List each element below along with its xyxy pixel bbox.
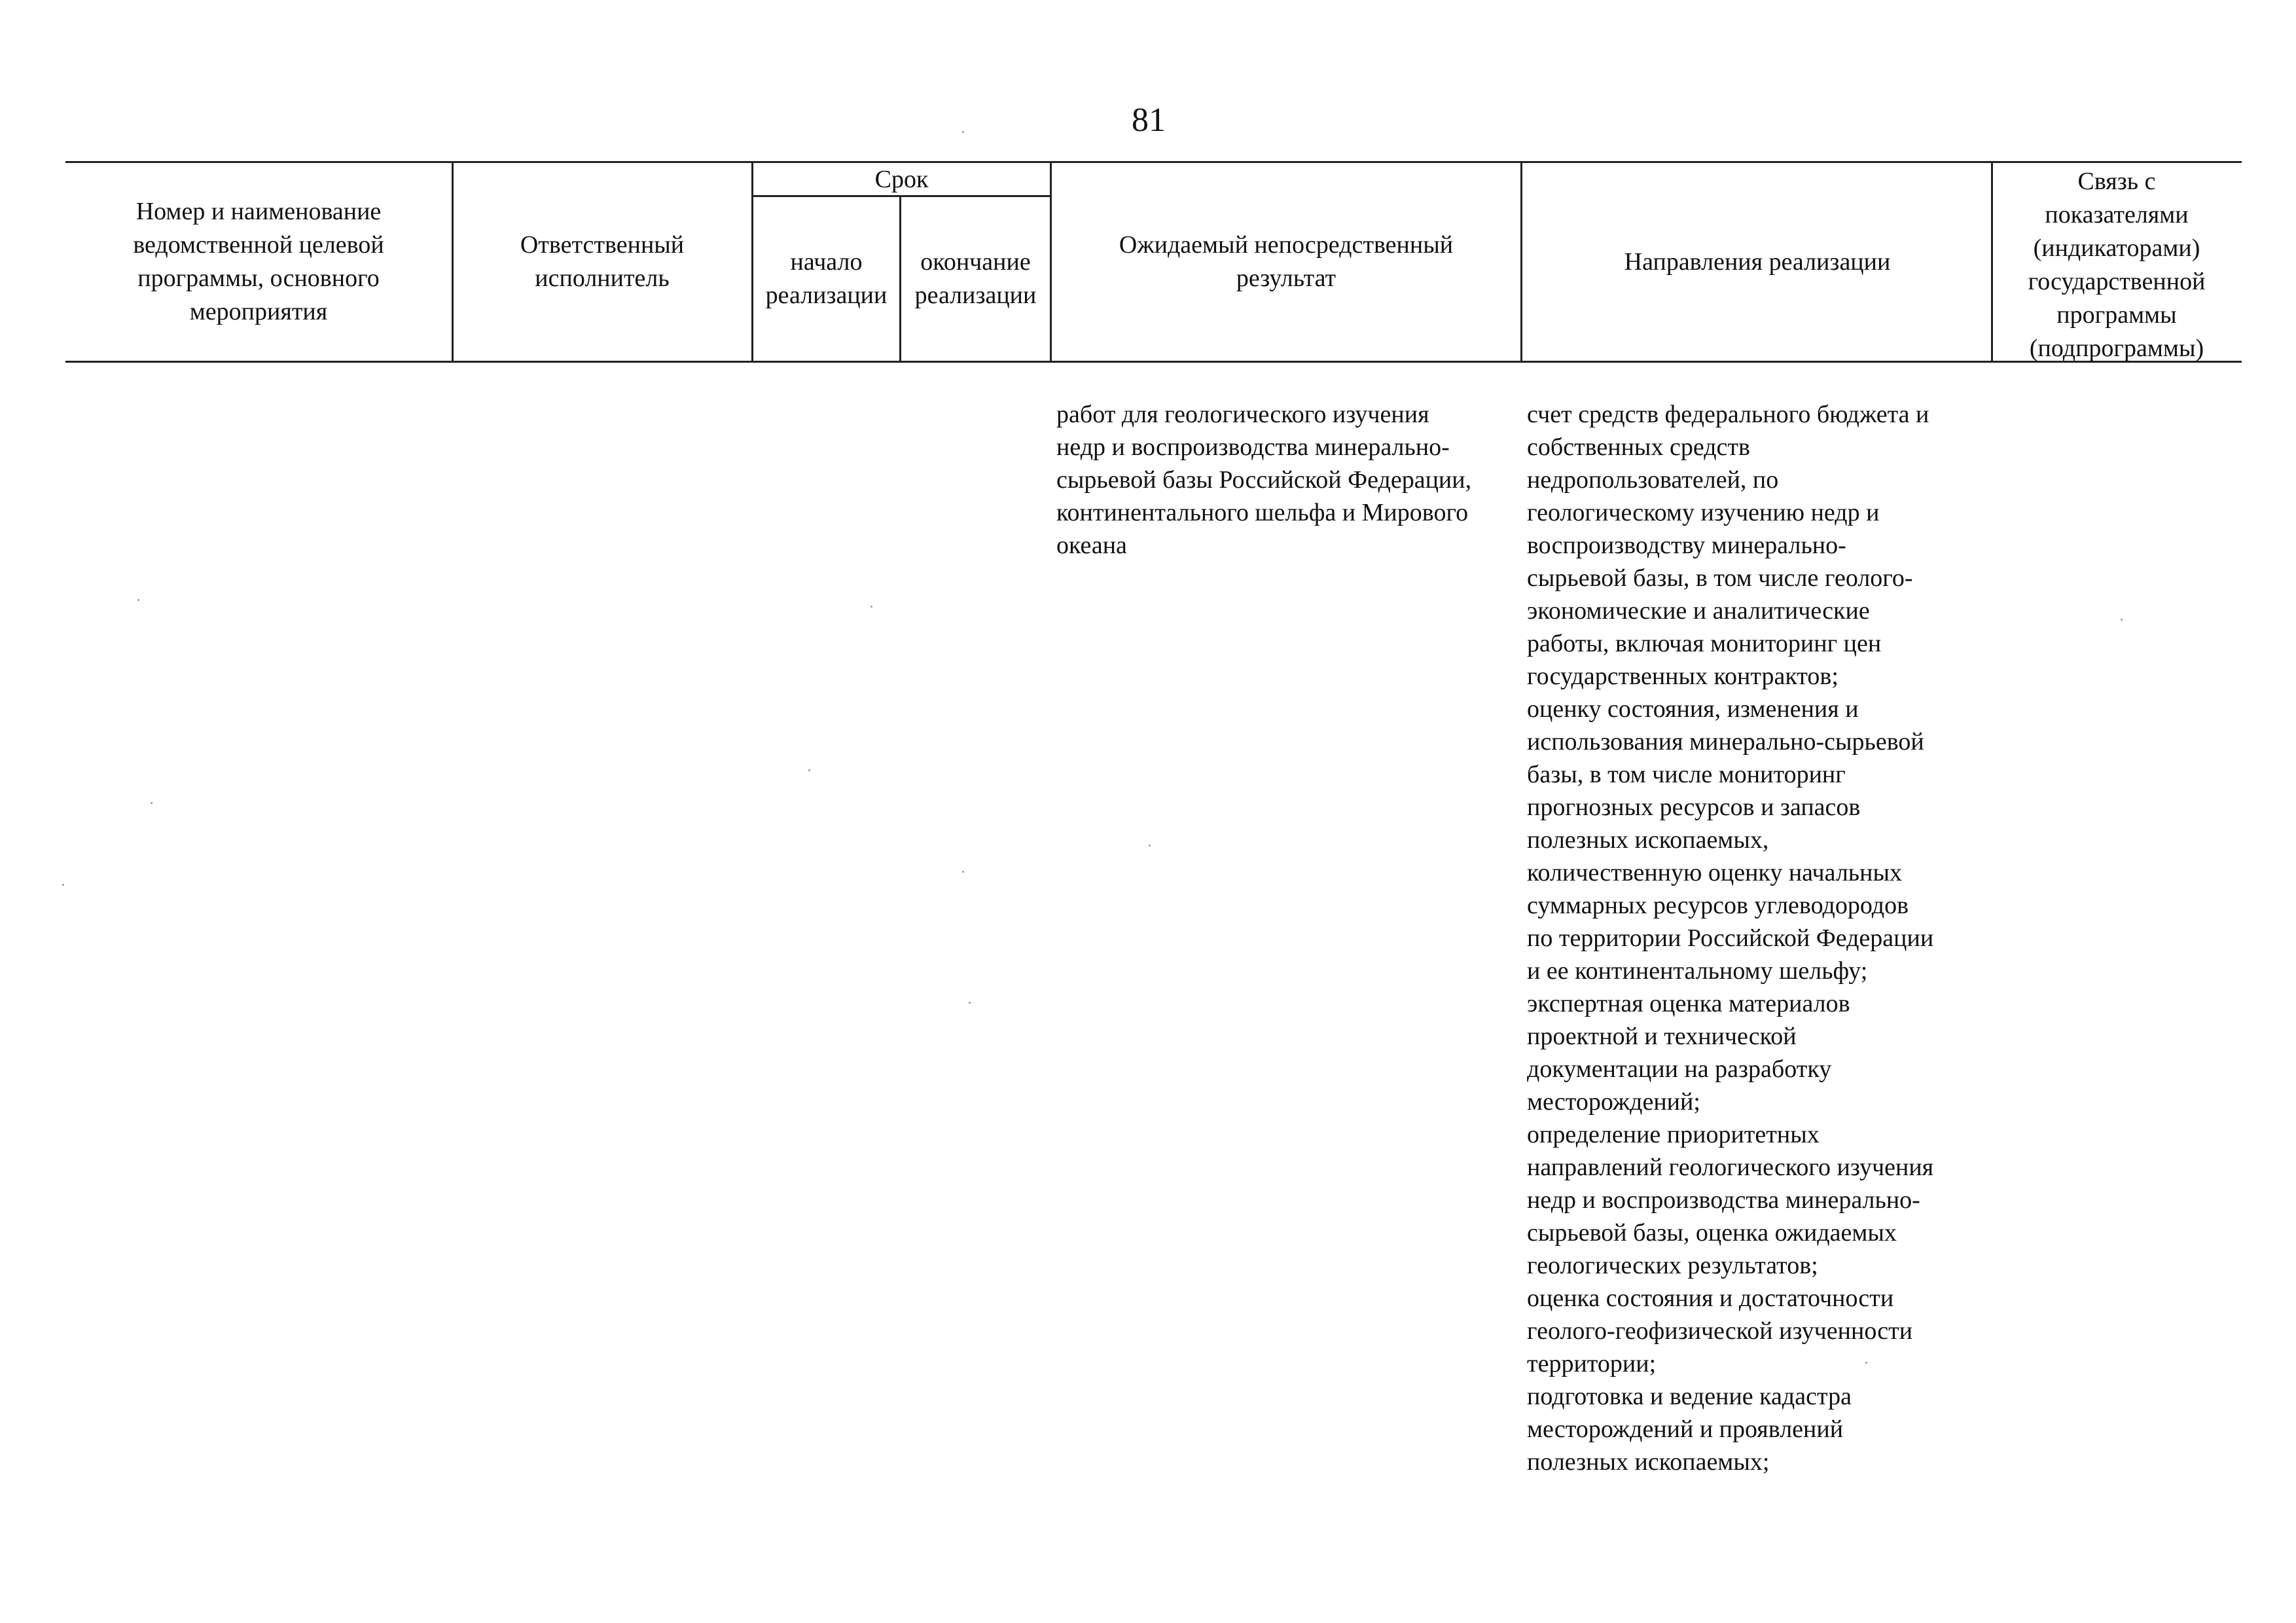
scan-speck xyxy=(969,1002,971,1004)
directions-cell: счет средств федерального бюджета и собственных средств недропользователей, по геологическому изучению недр и воспроизводству минерально- сырьевой базы, в том числе геолого- экономические и аналитические работы, включая мониторинг цен государственных контрактов; оценку состояния, изменения и использования минерально-сырьевой базы, в том числе мониторинг прогнозных ресурсов и запасов полезных ископаемых, количественную оценку начальных суммарных ресурсов углеводородов по территории Российской Федерации и ее континентальному шельфу; экспертная оценка материалов проектной и технической документации на разработку месторождений; определение приоритетных направлений геологического изучения недр и воспроизводства минерально- сырьевой базы, оценка ожидаемых геологических результатов; оценка состояния и достаточности геолого-геофизической изученности территории; подготовка и ведение кадастра месторождений и проявлений полезных ископаемых; xyxy=(1527,401,1934,1476)
header-term: Срок xyxy=(874,165,929,193)
header-directions: Направления реализации xyxy=(1624,247,1891,276)
scan-speck xyxy=(2121,619,2123,621)
header-link: Связь с показателями (индикаторами) государственной программы (подпрограммы) xyxy=(2028,168,2206,362)
scan-speck xyxy=(1149,845,1151,847)
header-start: начало реализации xyxy=(765,248,888,309)
header-program: Номер и наименование ведомственной целевой программы, основного мероприятия xyxy=(133,198,384,325)
header-executor: Ответственный исполнитель xyxy=(520,231,685,292)
result-cell: работ для геологического изучения недр и воспроизводства минерально- сырьевой базы Российской Федерации, континентального шельфа и Мирового океана xyxy=(1056,401,1472,559)
scan-speck xyxy=(962,871,964,873)
header-end: окончание реализации xyxy=(914,248,1037,309)
scan-speck xyxy=(62,884,64,886)
col-divider-4 xyxy=(1050,161,1052,363)
header-bottom-border xyxy=(65,361,2242,363)
scan-speck xyxy=(1865,1362,1867,1364)
scan-speck xyxy=(870,606,872,608)
col-divider-1 xyxy=(452,161,454,363)
header-result: Ожидаемый непосредственный результат xyxy=(1119,231,1454,292)
scan-speck xyxy=(962,131,964,133)
col-divider-5 xyxy=(1520,161,1522,363)
header-top-border xyxy=(65,161,2242,163)
scan-speck xyxy=(151,802,152,804)
scan-speck xyxy=(808,769,810,771)
page-number: 81 xyxy=(1132,101,1166,139)
scan-speck xyxy=(137,599,139,601)
